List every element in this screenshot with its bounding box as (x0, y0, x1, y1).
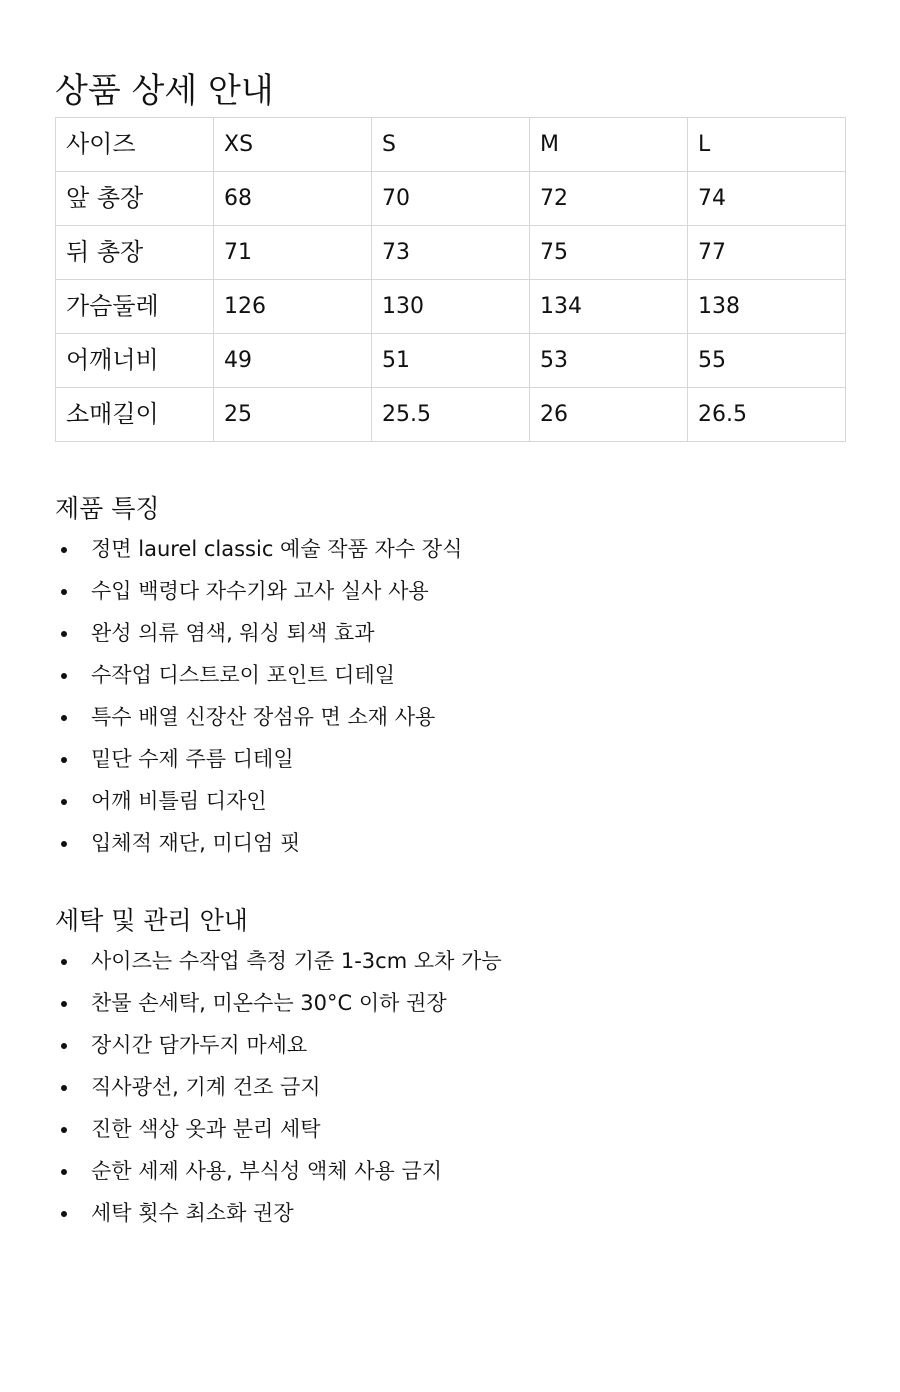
bullet-icon (61, 1169, 67, 1175)
header-cell-xs: XS (214, 118, 372, 172)
row-label: 가슴둘레 (56, 280, 214, 334)
features-list (55, 528, 855, 864)
table-cell: 130 (372, 280, 530, 334)
bullet-icon (61, 715, 67, 721)
bullet-icon (61, 1001, 67, 1007)
list-item (55, 822, 855, 864)
list-item (55, 654, 855, 696)
table-cell: 55 (688, 334, 846, 388)
care-heading: 세탁 및 관리 안내 (55, 906, 248, 935)
row-label: 뒤 총장 (56, 226, 214, 280)
features-heading: 제품 특징 (55, 494, 160, 523)
list-item (55, 528, 855, 570)
care-list (55, 940, 855, 1234)
bullet-icon (61, 547, 67, 553)
list-item-text: 세탁 횟수 최소화 권장 (91, 1201, 294, 1225)
table-cell: 51 (372, 334, 530, 388)
row-label: 앞 총장 (56, 172, 214, 226)
list-item (55, 982, 855, 1024)
list-item-text: 순한 세제 사용, 부식성 액체 사용 금지 (91, 1159, 443, 1183)
header-cell-m: M (530, 118, 688, 172)
table-cell: 70 (372, 172, 530, 226)
list-item-text: 수입 백령다 자수기와 고사 실사 사용 (91, 579, 429, 603)
table-row (56, 280, 846, 334)
list-item (55, 696, 855, 738)
table-cell: 49 (214, 334, 372, 388)
table-row (56, 334, 846, 388)
table-cell: 72 (530, 172, 688, 226)
bullet-icon (61, 799, 67, 805)
list-item-text: 찬물 손세탁, 미온수는 30°C 이하 권장 (91, 991, 447, 1015)
list-item-text: 특수 배열 신장산 장섬유 면 소재 사용 (91, 705, 436, 729)
header-cell-l: L (688, 118, 846, 172)
table-cell: 138 (688, 280, 846, 334)
table-cell: 26 (530, 388, 688, 442)
page-title: 상품 상세 안내 (55, 70, 274, 111)
bullet-icon (61, 673, 67, 679)
list-item-text: 완성 의류 염색, 워싱 퇴색 효과 (91, 621, 375, 645)
bullet-icon (61, 841, 67, 847)
header-cell-s: S (372, 118, 530, 172)
table-cell: 25.5 (372, 388, 530, 442)
bullet-icon (61, 1127, 67, 1133)
list-item (55, 738, 855, 780)
table-cell: 73 (372, 226, 530, 280)
list-item (55, 612, 855, 654)
table-cell: 126 (214, 280, 372, 334)
features-section (55, 490, 855, 864)
bullet-icon (61, 631, 67, 637)
list-item (55, 780, 855, 822)
table-cell: 75 (530, 226, 688, 280)
list-item (55, 1024, 855, 1066)
table-cell: 71 (214, 226, 372, 280)
list-item-text: 입체적 재단, 미디엄 핏 (91, 831, 301, 855)
table-header-row (56, 118, 846, 172)
table-row (56, 172, 846, 226)
table-cell: 77 (688, 226, 846, 280)
list-item (55, 1108, 855, 1150)
row-label: 소매길이 (56, 388, 214, 442)
table-cell: 53 (530, 334, 688, 388)
table-row (56, 388, 846, 442)
bullet-icon (61, 1085, 67, 1091)
list-item (55, 1150, 855, 1192)
list-item-text: 장시간 담가두지 마세요 (91, 1033, 308, 1057)
list-item (55, 570, 855, 612)
list-item-text: 진한 색상 옷과 분리 세탁 (91, 1117, 321, 1141)
row-label: 어깨너비 (56, 334, 214, 388)
list-item-text: 직사광선, 기계 건조 금지 (91, 1075, 321, 1099)
list-item-text: 어깨 비틀림 디자인 (91, 789, 267, 813)
bullet-icon (61, 1211, 67, 1217)
header-cell-size: 사이즈 (56, 118, 214, 172)
list-item-text: 정면 laurel classic 예술 작품 자수 장식 (91, 537, 463, 561)
table-cell: 26.5 (688, 388, 846, 442)
table-cell: 25 (214, 388, 372, 442)
list-item (55, 1192, 855, 1234)
list-item (55, 940, 855, 982)
bullet-icon (61, 1043, 67, 1049)
list-item (55, 1066, 855, 1108)
list-item-text: 사이즈는 수작업 측정 기준 1-3cm 오차 가능 (91, 949, 502, 973)
bullet-icon (61, 757, 67, 763)
table-cell: 74 (688, 172, 846, 226)
care-section (55, 902, 855, 1234)
table-row (56, 226, 846, 280)
table-cell: 68 (214, 172, 372, 226)
list-item-text: 수작업 디스트로이 포인트 디테일 (91, 663, 396, 687)
size-table (55, 117, 846, 442)
list-item-text: 밑단 수제 주름 디테일 (91, 747, 294, 771)
table-cell: 134 (530, 280, 688, 334)
bullet-icon (61, 959, 67, 965)
bullet-icon (61, 589, 67, 595)
